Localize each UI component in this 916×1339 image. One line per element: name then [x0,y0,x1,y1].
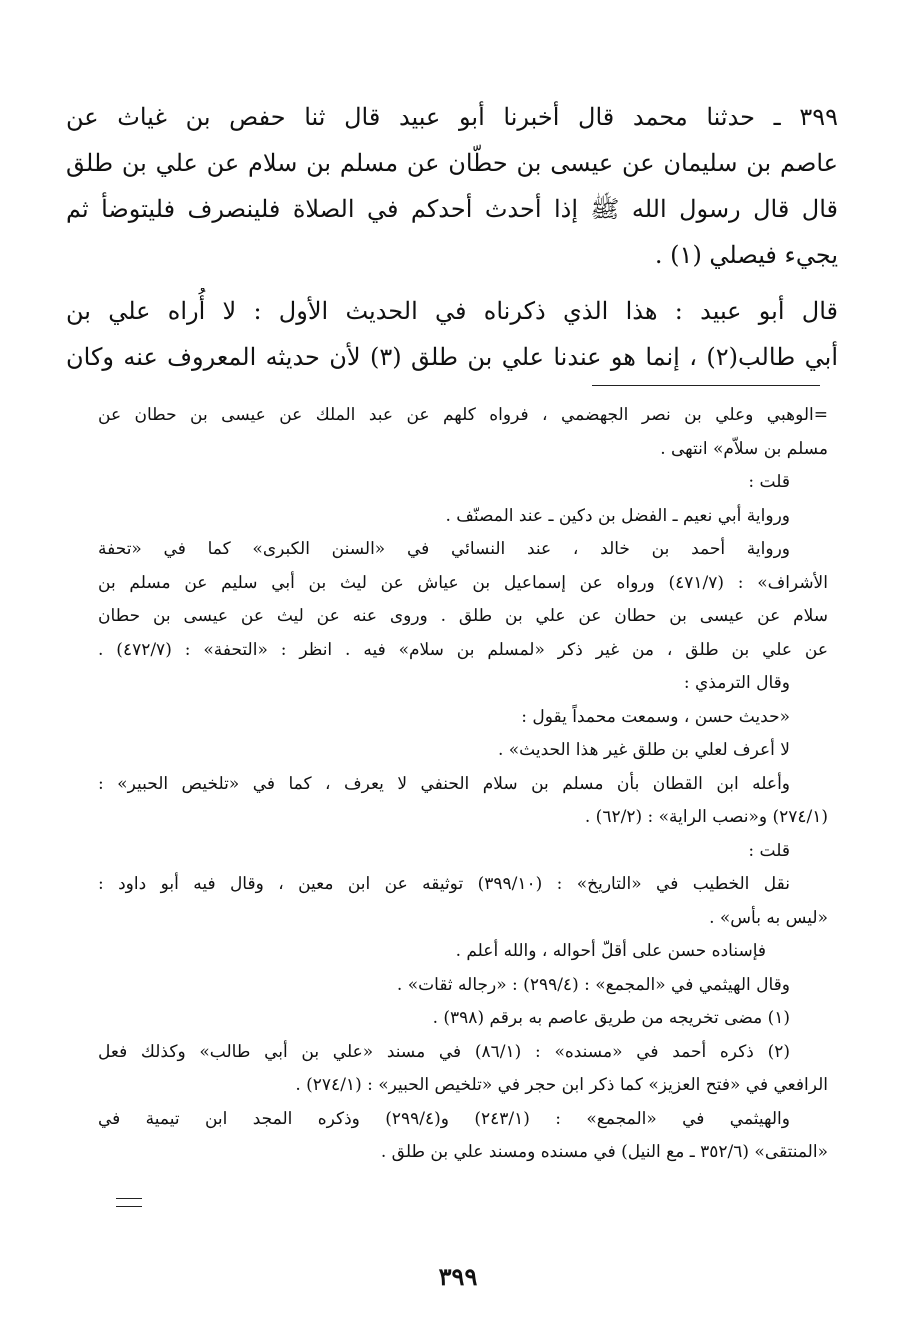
main-line: قال قال رسول الله ﷺ إذا أحدث أحدكم في الصلاة فلينصرف فليتوضأ ثم [66,195,838,223]
page-number: ٣٩٩ [438,1262,478,1291]
footnote-line: «ليس به بأس» . [709,907,828,928]
footnote-line: وأعله ابن القطان بأن مسلم بن سلام الحنفي لا يعرف ، كما في «تلخيص الحبير» : [98,773,790,794]
footnote-line: مسلم بن سلاّم» انتهى . [660,438,828,459]
footnote-line: =الوهبي وعلي بن نصر الجهضمي ، فرواه كلهم عن عبد الملك عن عيسى بن حطان عن [98,405,828,425]
footnote-separator [592,385,820,386]
footnote-line: قلت : [748,472,790,492]
main-line: يجيء فيصلي (١) . [654,241,838,269]
footnote-line: «المنتقى» (٣٥٢/٦ ـ مع النيل) في مسنده ومسند علي بن طلق . [380,1142,828,1162]
footnote-line: ورواية أبي نعيم ـ الفضل بن دكين ـ عند المصنّف . [445,505,790,526]
footnote-line: والهيثمي في «المجمع» : (٢٤٣/١) و(٢٩٩/٤) وذكره المجد ابن تيمية في [98,1108,790,1129]
footnote-line: عن علي بن طلق ، من غير ذكر «لمسلم بن سلام» فيه . انظر : «التحفة» : (٤٧٢/٧) . [98,639,828,660]
footnote-line: وقال الترمذي : [683,673,790,693]
main-line: أبي طالب(٢) ، إنما هو عندنا علي بن طلق (٣) لأن حديثه المعروف عنه وكان [66,343,838,371]
footnote-line: وقال الهيثمي في «المجمع» : (٢٩٩/٤) : «رجاله ثقات» . [396,974,790,995]
footnote-line: «حديث حسن ، وسمعت محمداً يقول : [521,706,790,727]
main-line: عاصم بن سليمان عن عيسى بن حطّان عن مسلم بن سلام عن علي بن طلق [66,149,838,177]
footnote-line: سلام عن عيسى بن حطان عن علي بن طلق . وروى عنه عن ليث عن عيسى بن حطان [98,606,828,626]
main-line: ٣٩٩ ـ حدثنا محمد قال أخبرنا أبو عبيد قال ثنا حفص بن غياث عن [66,103,838,131]
continuation-mark [116,1198,142,1207]
footnote-line: لا أعرف لعلي بن طلق غير هذا الحديث» . [497,740,790,760]
footnote-line: (١) مضى تخريجه من طريق عاصم به برقم (٣٩٨) . [432,1008,790,1028]
footnote-line: قلت : [748,840,790,861]
footnote-line: (٢) ذكره أحمد في «مسنده» : (٨٦/١) في مسند «علي بن أبي طالب» وكذلك فعل [98,1041,790,1062]
footnote-line: ورواية أحمد بن خالد ، عند النسائي في «السنن الكبرى» كما في «تحفة [98,539,790,559]
main-text [66,94,838,380]
main-line: قال أبو عبيد : هذا الذي ذكرناه في الحديث الأول : لا أُراه علي بن [66,297,838,325]
footnote-line: فإسناده حسن على أقلّ أحواله ، والله أعلم . [455,941,766,961]
footnotes [98,399,828,1170]
footnote-line: نقل الخطيب في «التاريخ» : (٣٩٩/١٠) توثيقه عن ابن معين ، وقال فيه أبو داود : [98,874,790,894]
footnote-line: الأشراف» : (٤٧١/٧) ورواه عن إسماعيل بن عياش عن ليث بن أبي سليم عن مسلم بن [98,572,828,593]
footnote-line: (٢٧٤/١) و«نصب الراية» : (٦٢/٢) . [584,807,828,827]
footnote-line: الرافعي في «فتح العزيز» كما ذكر ابن حجر في «تلخيص الحبير» : (٢٧٤/١) . [295,1075,828,1095]
